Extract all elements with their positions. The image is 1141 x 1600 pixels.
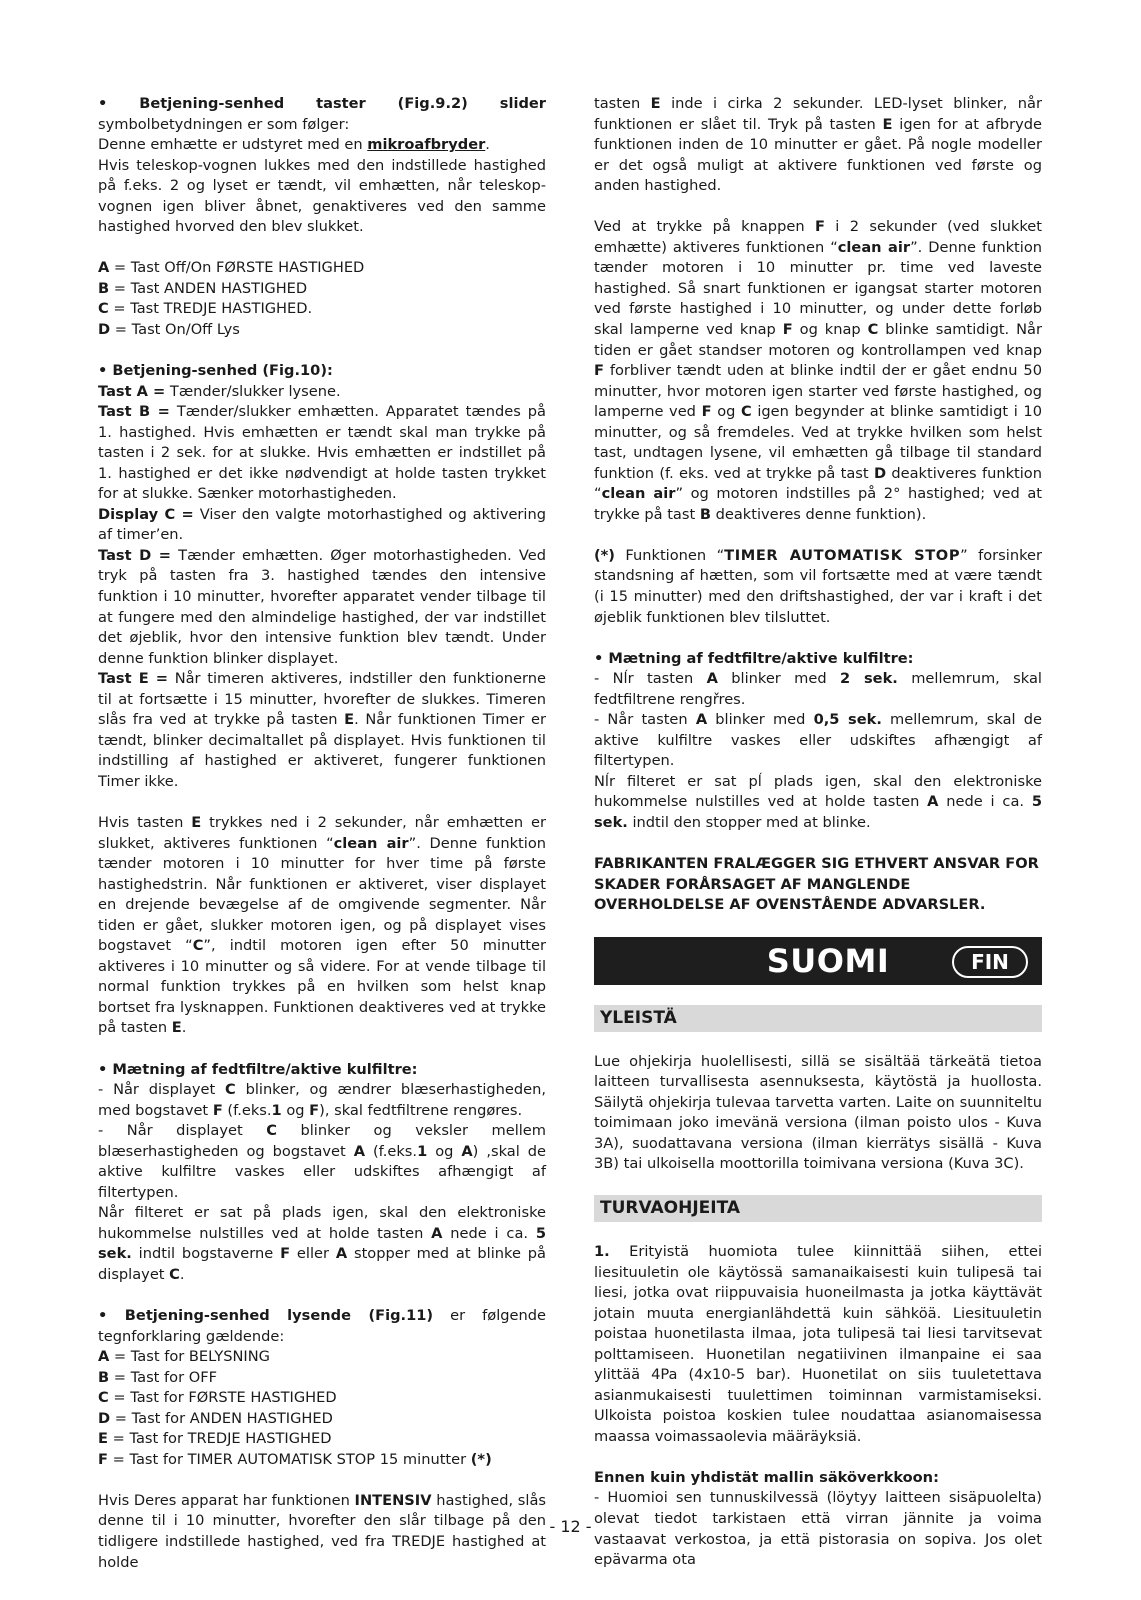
key-item: E = Tast for TREDJE HASTIGHED bbox=[98, 1430, 332, 1448]
page-number: - 12 - bbox=[549, 1517, 592, 1536]
yleista-paragraph: Lue ohjekirja huolellisesti, sillä se sisältää tärkeätä tietoa laitteen turvallisesta asennuksesta, käytöstä ja huollosta. Säilytä ohjekirja tulevaa tarvetta varten. Laite on suunniteltu toimimaan joko imevänä versiona (ilman poisto ulos - Kuva 3A), suodattavana versiona (ilman kierrätys sisällä - Kuva 3B) tai ulkoisella moottorilla toimivana versiona (Kuva 3C). bbox=[594, 1052, 1042, 1173]
filter-item-3: Når filteret er sat på plads igen, skal den elektroniske hukommelse nulstilles ved at holde tasten A nede i ca. 5 sek. indtil bogstaverne F eller A stopper med at blinke på displayet C. bbox=[98, 1204, 546, 1283]
key-item: D = Tast for ANDEN HASTIGHED bbox=[98, 1409, 333, 1427]
tast-d: Tast D = Tænder emhætten. Øger motorhastigheden. Ved tryk på tasten fra 3. hastighed tændes den intensive funktion i 10 minutter, hvorefter apparatet vender tilbage til at fungere med den almindelige hastighed, der var indstillet det øjeblik, hvor den intensive funktion blev tændt. Under denne funktion blinker displayet. bbox=[98, 546, 546, 667]
slider-paragraph: • Betjening-senhed taster (Fig.9.2) slider symbolbetydningen er som følger: bbox=[98, 95, 546, 133]
fig11-paragraph: • Betjening-senhed lysende (Fig.11) er følgende tegnforklaring gældende: bbox=[98, 1307, 546, 1345]
key-item: B = Tast ANDEN HASTIGHED bbox=[98, 279, 308, 297]
key-item: C = Tast TREDJE HASTIGHED. bbox=[98, 300, 313, 318]
section-heading-turvaohjeita: TURVAOHJEITA bbox=[594, 1195, 1042, 1222]
section-heading-yleista: YLEISTÄ bbox=[594, 1005, 1042, 1032]
left-column bbox=[98, 94, 546, 1573]
clean-air-f-paragraph: Ved at trykke på knappen F i 2 sekunder (ved slukket emhætte) aktiveres funktionen “clean air”. Denne funktion tænder motoren i 10 minutter pr. time ved laveste hastighed. Så snart funktionen er igangsat starter motoren ved første hastighed i 10 minutter, og under dette forløb skal lamperne ved knap F og knap C blinke samtidigt. Når tiden er gået standser motoren og kontrollampen ved knap F forbliver tændt uden at blinke indtil der er gået endnu 50 minutter, hvor motoren igen starter ved første hastighed, og lamperne ved F og C igen begynder at blinke samtidigt i 10 minutter, og så fremdeles. Ved at trykke hvilken som helst tast, undtagen lysene, vil emhætten gå tilbage til standard funktion (f. eks. ved at trykke på tast D deaktiveres funktion “clean air” og motoren indstilles på 2° hastighed; ved at trykke på tast B deaktiveres denne funktion). bbox=[594, 218, 1042, 523]
warning-text: FABRIKANTEN FRALÆGGER SIG ETHVERT ANSVAR FOR SKADER FORÅRSAGET AF MANGLENDE OVERHOLDELSE AF OVENSTÅENDE ADVARSLER. bbox=[594, 855, 1039, 914]
safety-item-1: 1. Erityistä huomiota tulee kiinnittää siihen, ettei liesituuletin ole käytössä samanaikaisesti kuin tulipesä tai liesi, jotka ovat riippuvaisia huoneilmasta ja jotka käyttävät jotain muuta energianlähdettä kuin sähköä. Liesituuletin poistaa huonetilasta ilmaa, jota tulipesä tai liesi tarvitsevat polttamiseen. Huonetilan negatiivinen ilmanpaine ei saa ylittää 4Pa (4x10-5 bar). Huonetilat on siis tuuletettava asianmukaisesti tuulettimen toiminnan varmistamiseksi. Ulkoista poistoa koskien tulee noudattaa asianomaisessa maassa voimassaolevia määräyksiä. bbox=[594, 1242, 1042, 1445]
key-item: D = Tast On/Off Lys bbox=[98, 320, 240, 338]
microswitch-paragraph: Denne emhætte er udstyret med en mikroafbryder. bbox=[98, 136, 490, 154]
key-item: A = Tast Off/On FØRSTE HASTIGHED bbox=[98, 259, 365, 277]
telescope-paragraph: Hvis teleskop-vognen lukkes med den indstillede hastighed på f.eks. 2 og lyset er tændt, vil emhætten, når teleskop-vognen igen bliver åbnet, genaktiveres ved den samme hastighed hvorved den blev slukket. bbox=[98, 156, 546, 236]
timer-paragraph: (*) Funktionen “TIMER AUTOMATISK STOP” forsinker standsning af hætten, som vil fortsætte med at være tændt (i 15 minutter) med den driftshastighed, der var i kraft i det øjeblik funktionen blev tilsluttet. bbox=[594, 546, 1042, 626]
key-item: F = Tast for TIMER AUTOMATISK STOP 15 minutter (*) bbox=[98, 1450, 492, 1468]
clean-air-paragraph: Hvis tasten E trykkes ned i 2 sekunder, når emhætten er slukket, aktiveres funktionen “clean air”. Denne funktion tænder motoren i 10 minutter for hver time på første hastighedstrin. Når funktionen er aktiveret, viser displayet en drejende bevægelse af de omgivende segmenter. Når tiden er gået, slukker motoren igen, og på displayet vises bogstavet “C”, indtil motoren igen efter 50 minutter aktiveres i 10 minutter og så videre. For at vende tilbage til normal funktion trykkes på en hvilken som helst knap bortset fra lysknappen. Funktionen deaktiveres ved at trykke på tasten E. bbox=[98, 814, 546, 1037]
filter-right-3: Nĺr filteret er sat pĺ plads igen, skal den elektroniske hukommelse nulstilles ved at holde tasten A nede i ca. 5 sek. indtil den stopper med at blinke. bbox=[594, 772, 1042, 831]
key-list-2 bbox=[98, 1347, 546, 1470]
language-title: SUOMI bbox=[766, 941, 890, 980]
key-item: C = Tast for FØRSTE HASTIGHED bbox=[98, 1389, 337, 1407]
filter-item-2: - Når displayet C blinker og veksler mellem blæserhastigheden og bogstavet A (f.eks.1 og A) ,skal de aktive kulfiltre vaskes eller udskiftes afhængigt af filtertypen. bbox=[98, 1122, 546, 1201]
display-c: Display C = Viser den valgte motorhastighed og aktivering af timer’en. bbox=[98, 505, 547, 544]
language-code-badge: FIN bbox=[952, 946, 1028, 978]
filter-item-1: - Når displayet C blinker, og ændrer blæserhastigheden, med bogstavet F (f.eks.1 og F), skal fedtfiltrene rengøres. bbox=[98, 1081, 546, 1119]
tast-a: Tast A = Tænder/slukker lysene. bbox=[98, 382, 341, 400]
language-banner bbox=[594, 937, 1042, 985]
filter-heading: • Mætning af fedtfiltre/aktive kulfiltre: bbox=[98, 1060, 418, 1078]
intensiv-continued: tasten E inde i cirka 2 sekunder. LED-lyset blinker, når funktionen er slået til. Tryk på tasten E igen for at afbryde funktionen inden de 10 minutter er gået. På nogle modeller er det også muligt at aktivere funktionen ved første og anden hastighed. bbox=[594, 95, 1042, 195]
key-list-1 bbox=[98, 258, 546, 340]
right-column bbox=[594, 94, 1042, 1571]
key-item: A = Tast for BELYSNING bbox=[98, 1348, 270, 1366]
connection-heading: Ennen kuin yhdistät mallin säköverkkoon: bbox=[594, 1468, 939, 1486]
connection-paragraph: - Huomioi sen tunnuskilvessä (löytyy laitteen sisäpuolelta) olevat tiedot tarkistaen että virran jännite ja voima vastaavat verkostoa, ja että pistorasia on sopiva. Jos olet epävarma ota bbox=[594, 1489, 1042, 1569]
tast-b: Tast B = Tænder/slukker emhætten. Apparatet tændes på 1. hastighed. Hvis emhætten er tændt skal man trykke på tasten i 2 sek. for at slukke. Hvis emhætten er indstillet på 1. hastighed er det ikke nødvendigt at holde tasten trykket for at slukke. Sænker motorhastigheden. bbox=[98, 403, 546, 503]
filter-right-2: - Når tasten A blinker med 0,5 sek. mellemrum, skal de aktive kulfiltre vaskes eller udskiftes afhængigt af filtertypen. bbox=[594, 711, 1042, 770]
fig10-heading: • Betjening-senhed (Fig.10): bbox=[98, 362, 333, 380]
key-item: B = Tast for OFF bbox=[98, 1368, 218, 1386]
tast-e: Tast E = Når timeren aktiveres, indstiller den funktionerne til at fortsætte i 15 minutter, hvorefter de slukkes. Timeren slås fra ved at trykke på tasten E. Når funktionen Timer er tændt, blinker decimaltallet på displayet. Hvis funktionen til indstilling af hastighed er aktiveret, fungerer funktionen Timer ikke. bbox=[98, 670, 546, 790]
intensiv-paragraph: Hvis Deres apparat har funktionen INTENSIV hastighed, slås denne til i 10 minutter, hvorefter den slår tilbage på den tidligere indstillede hastighed, ved fra TREDJE hastighed at holde bbox=[98, 1491, 547, 1571]
filter-right-1: - Nĺr tasten A blinker med 2 sek. mellemrum, skal fedtfiltrene rengřres. bbox=[594, 670, 1042, 708]
filter-heading-right: • Mætning af fedtfiltre/aktive kulfiltre: bbox=[594, 649, 914, 667]
